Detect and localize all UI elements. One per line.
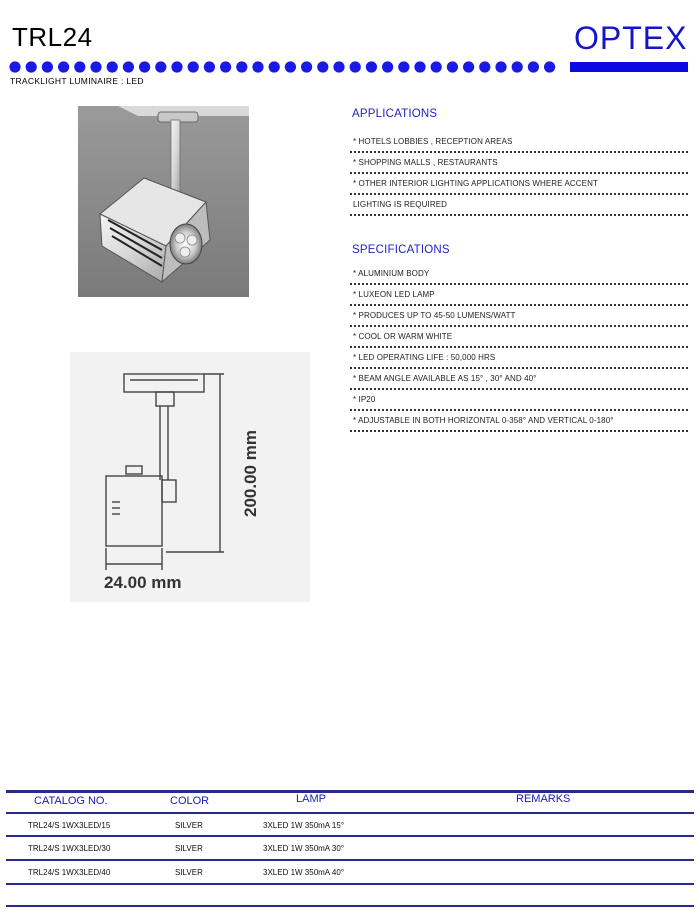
lamp-cell: 3XLED 1W 350mA 40° bbox=[263, 868, 345, 877]
list-item: * COOL OR WARM WHITE bbox=[350, 327, 688, 348]
divider-dot bbox=[301, 61, 312, 72]
divider-dot bbox=[447, 61, 458, 72]
brand-underline bbox=[570, 62, 688, 72]
divider-dot bbox=[90, 61, 101, 72]
list-item: LIGHTING IS REQUIRED bbox=[350, 195, 688, 216]
dimension-drawing bbox=[70, 352, 310, 602]
color-cell: SILVER bbox=[175, 844, 203, 853]
divider-dot bbox=[204, 61, 215, 72]
divider-dot bbox=[431, 61, 442, 72]
product-subtitle: TRACKLIGHT LUMINAIRE : LED bbox=[10, 76, 144, 86]
table-rule bbox=[6, 859, 694, 861]
divider-dot bbox=[107, 61, 118, 72]
catalog-cell: TRL24/S 1WX3LED/30 bbox=[28, 844, 111, 853]
specifications-list bbox=[350, 264, 688, 432]
divider-dot bbox=[512, 61, 523, 72]
divider-dot bbox=[463, 61, 474, 72]
list-item: * HOTELS LOBBIES , RECEPTION AREAS bbox=[350, 132, 688, 153]
divider-dot bbox=[171, 61, 182, 72]
list-item: * BEAM ANGLE AVAILABLE AS 15° , 30° AND 40° bbox=[350, 369, 688, 390]
divider-dot bbox=[350, 61, 361, 72]
lamp-cell: 3XLED 1W 350mA 30° bbox=[263, 844, 345, 853]
color-cell: SILVER bbox=[175, 821, 203, 830]
divider-dot bbox=[333, 61, 344, 72]
divider-dot bbox=[269, 61, 280, 72]
lamp-cell: 3XLED 1W 350mA 15° bbox=[263, 821, 345, 830]
divider-dot bbox=[366, 61, 377, 72]
divider-dot bbox=[414, 61, 425, 72]
catalog-cell: TRL24/S 1WX3LED/15 bbox=[28, 821, 111, 830]
header-remarks: REMARKS bbox=[516, 793, 571, 805]
specifications-title: SPECIFICATIONS bbox=[352, 244, 450, 256]
table-rule bbox=[6, 905, 694, 907]
list-item: * IP20 bbox=[350, 390, 688, 411]
list-item: * ALUMINIUM BODY bbox=[350, 264, 688, 285]
height-dimension-label: 200.00 mm bbox=[241, 430, 260, 517]
width-dimension-label: 24.00 mm bbox=[104, 573, 182, 592]
catalog-cell: TRL24/S 1WX3LED/40 bbox=[28, 868, 111, 877]
divider-dot bbox=[220, 61, 231, 72]
list-item: * LUXEON LED LAMP bbox=[350, 285, 688, 306]
table-rule bbox=[6, 835, 694, 837]
divider-dot bbox=[26, 61, 37, 72]
divider-dot bbox=[58, 61, 69, 72]
brand-logo: OPTEX bbox=[574, 20, 688, 56]
dot-divider bbox=[8, 60, 558, 74]
divider-dot bbox=[528, 61, 539, 72]
product-photo bbox=[78, 106, 249, 297]
list-item: * SHOPPING MALLS , RESTAURANTS bbox=[350, 153, 688, 174]
table-rule bbox=[6, 883, 694, 885]
divider-dot bbox=[398, 61, 409, 72]
divider-dot bbox=[42, 61, 53, 72]
divider-dot bbox=[155, 61, 166, 72]
header-catalog: CATALOG NO. bbox=[34, 795, 108, 807]
divider-dot bbox=[252, 61, 263, 72]
divider-dot bbox=[495, 61, 506, 72]
list-item: * PRODUCES UP TO 45-50 LUMENS/WATT bbox=[350, 306, 688, 327]
color-cell: SILVER bbox=[175, 868, 203, 877]
applications-list bbox=[350, 132, 688, 216]
applications-title: APPLICATIONS bbox=[352, 108, 438, 120]
divider-dot bbox=[382, 61, 393, 72]
divider-dot bbox=[188, 61, 199, 72]
table-top-rule bbox=[6, 790, 694, 793]
table-rule bbox=[6, 812, 694, 814]
list-item: * OTHER INTERIOR LIGHTING APPLICATIONS WHERE ACCENT bbox=[350, 174, 688, 195]
list-item: * LED OPERATING LIFE : 50,000 HRS bbox=[350, 348, 688, 369]
divider-dot bbox=[74, 61, 85, 72]
divider-dot bbox=[544, 61, 555, 72]
divider-dot bbox=[317, 61, 328, 72]
list-item: * ADJUSTABLE IN BOTH HORIZONTAL 0-358° AND VERTICAL 0-180° bbox=[350, 411, 688, 432]
divider-dot bbox=[285, 61, 296, 72]
model-title: TRL24 bbox=[12, 22, 93, 52]
divider-dot bbox=[9, 61, 20, 72]
header-lamp: LAMP bbox=[296, 793, 326, 805]
divider-dot bbox=[236, 61, 247, 72]
header-color: COLOR bbox=[170, 795, 210, 807]
divider-dot bbox=[123, 61, 134, 72]
divider-dot bbox=[479, 61, 490, 72]
divider-dot bbox=[139, 61, 150, 72]
